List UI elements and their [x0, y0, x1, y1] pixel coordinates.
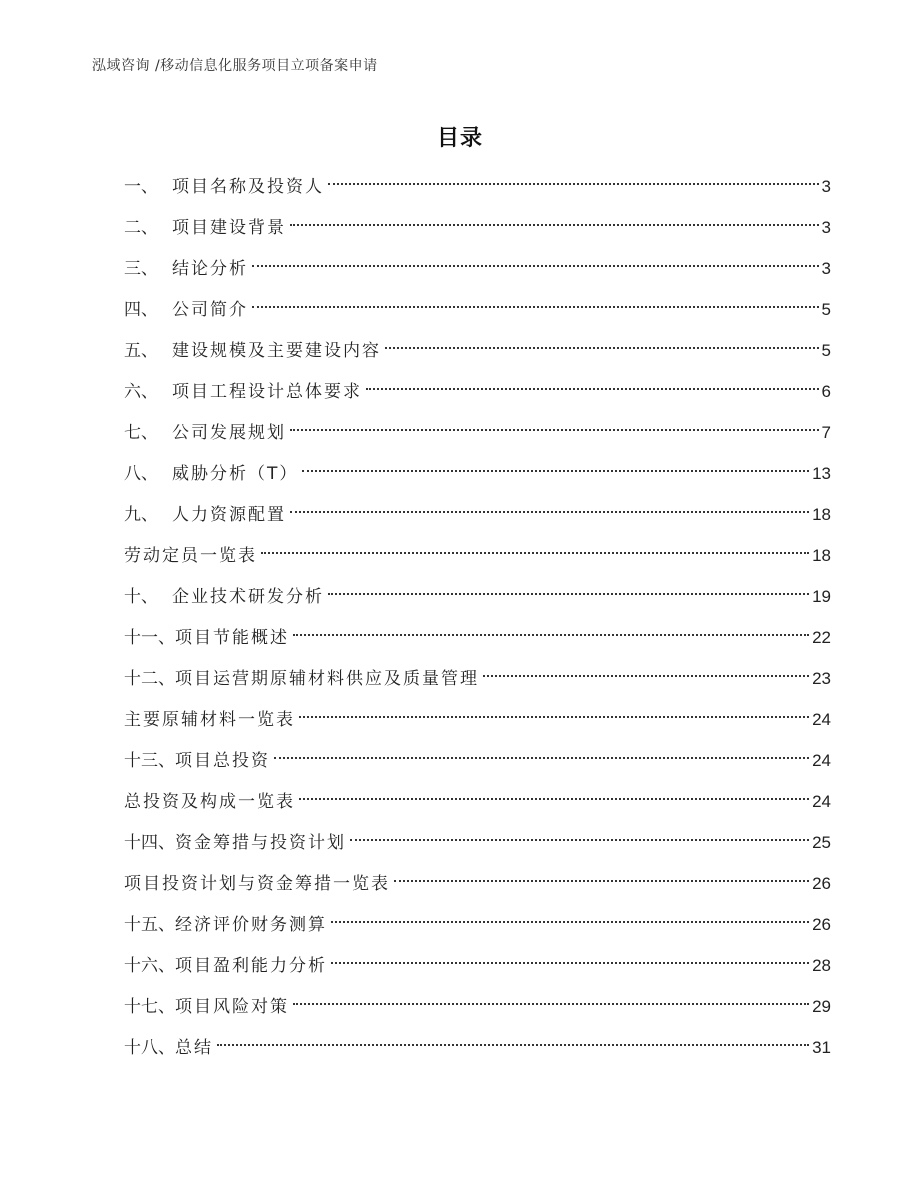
- toc-entry-label: 企业技术研发分析: [172, 587, 324, 607]
- toc-entry-label: 项目工程设计总体要求: [172, 382, 362, 402]
- toc-entry-label: 公司发展规划: [172, 423, 286, 443]
- toc-entry-number: 四、: [124, 300, 158, 320]
- toc-entry[interactable]: [124, 252, 831, 293]
- toc-entry-number: 八、: [124, 464, 158, 484]
- toc-entry-page-number: 31: [812, 1038, 831, 1057]
- toc-entry-page-number: 18: [812, 505, 831, 524]
- table-of-contents: [124, 170, 831, 1072]
- toc-dot-leader: [299, 716, 809, 718]
- toc-dot-leader: [328, 183, 819, 185]
- toc-entry-number: 十七、: [124, 997, 175, 1017]
- toc-dot-leader: [394, 880, 809, 882]
- toc-entry-page-number: 26: [812, 874, 831, 893]
- toc-entry-label: 项目运营期原辅材料供应及质量管理: [175, 669, 479, 689]
- toc-entry-label: 主要原辅材料一览表: [124, 710, 295, 730]
- toc-entry[interactable]: [124, 539, 831, 580]
- toc-dot-leader: [290, 429, 819, 431]
- toc-dot-leader: [331, 962, 809, 964]
- toc-entry-label: 总结: [175, 1038, 213, 1058]
- toc-entry[interactable]: [124, 826, 831, 867]
- page-header: 泓域咨询 /移动信息化服务项目立项备案申请: [92, 58, 378, 74]
- toc-entry[interactable]: [124, 334, 831, 375]
- toc-dot-leader: [328, 593, 809, 595]
- toc-entry-label: 总投资及构成一览表: [124, 792, 295, 812]
- toc-dot-leader: [299, 798, 809, 800]
- toc-entry[interactable]: [124, 170, 831, 211]
- toc-entry-page-number: 7: [821, 423, 831, 442]
- toc-entry-page-number: 23: [812, 669, 831, 688]
- toc-entry-page-number: 3: [821, 218, 831, 237]
- page-title: 目录: [436, 126, 483, 151]
- toc-entry-page-number: 24: [812, 710, 831, 729]
- toc-entry-number: 十三、: [124, 751, 175, 771]
- toc-entry-page-number: 26: [812, 915, 831, 934]
- toc-entry-number: 二、: [124, 218, 158, 238]
- toc-entry-label: 项目节能概述: [175, 628, 289, 648]
- toc-entry[interactable]: [124, 867, 831, 908]
- toc-entry-page-number: 22: [812, 628, 831, 647]
- toc-entry-label: 项目建设背景: [172, 218, 286, 238]
- toc-entry[interactable]: [124, 990, 831, 1031]
- toc-entry-number: 一、: [124, 177, 158, 197]
- toc-entry-number: 九、: [124, 505, 158, 525]
- toc-dot-leader: [252, 265, 819, 267]
- toc-entry-label: 经济评价财务测算: [175, 915, 327, 935]
- toc-entry-page-number: 19: [812, 587, 831, 606]
- toc-entry-page-number: 3: [821, 177, 831, 196]
- toc-entry-page-number: 5: [821, 341, 831, 360]
- toc-entry-label: 项目盈利能力分析: [175, 956, 327, 976]
- toc-entry-number: 十八、: [124, 1038, 175, 1058]
- toc-entry-label: 建设规模及主要建设内容: [172, 341, 381, 361]
- toc-entry[interactable]: [124, 621, 831, 662]
- toc-entry-page-number: 13: [812, 464, 831, 483]
- toc-entry-number: 十四、: [124, 833, 175, 853]
- toc-entry-page-number: 29: [812, 997, 831, 1016]
- toc-entry-page-number: 28: [812, 956, 831, 975]
- toc-entry[interactable]: [124, 457, 831, 498]
- toc-dot-leader: [252, 306, 819, 308]
- toc-dot-leader: [290, 511, 809, 513]
- toc-dot-leader: [261, 552, 809, 554]
- toc-entry[interactable]: [124, 293, 831, 334]
- toc-entry[interactable]: [124, 375, 831, 416]
- toc-entry-page-number: 3: [821, 259, 831, 278]
- toc-entry-label: 人力资源配置: [172, 505, 286, 525]
- toc-entry-page-number: 24: [812, 751, 831, 770]
- toc-entry-page-number: 24: [812, 792, 831, 811]
- toc-dot-leader: [331, 921, 809, 923]
- toc-dot-leader: [293, 634, 809, 636]
- toc-dot-leader: [385, 347, 819, 349]
- toc-entry[interactable]: [124, 703, 831, 744]
- toc-entry[interactable]: [124, 908, 831, 949]
- toc-entry-label: 劳动定员一览表: [124, 546, 257, 566]
- toc-entry-number: 十二、: [124, 669, 175, 689]
- toc-entry[interactable]: [124, 498, 831, 539]
- toc-entry-number: 十五、: [124, 915, 175, 935]
- toc-dot-leader: [350, 839, 809, 841]
- toc-dot-leader: [366, 388, 819, 390]
- toc-entry-label: 项目名称及投资人: [172, 177, 324, 197]
- toc-dot-leader: [302, 470, 809, 472]
- toc-dot-leader: [290, 224, 819, 226]
- toc-entry-number: 十六、: [124, 956, 175, 976]
- toc-entry-label: 资金筹措与投资计划: [175, 833, 346, 853]
- toc-dot-leader: [293, 1003, 809, 1005]
- toc-entry[interactable]: [124, 416, 831, 457]
- toc-entry[interactable]: [124, 662, 831, 703]
- toc-entry-number: 十、: [124, 587, 158, 607]
- toc-entry[interactable]: [124, 1031, 831, 1072]
- toc-dot-leader: [217, 1044, 809, 1046]
- toc-entry-page-number: 18: [812, 546, 831, 565]
- toc-entry-number: 七、: [124, 423, 158, 443]
- toc-entry-number: 三、: [124, 259, 158, 279]
- toc-entry-page-number: 5: [821, 300, 831, 319]
- toc-dot-leader: [483, 675, 809, 677]
- toc-entry-label: 项目风险对策: [175, 997, 289, 1017]
- toc-entry[interactable]: [124, 744, 831, 785]
- toc-entry[interactable]: [124, 785, 831, 826]
- toc-entry-label: 结论分析: [172, 259, 248, 279]
- toc-entry-label: 公司简介: [172, 300, 248, 320]
- toc-entry-label: 项目投资计划与资金筹措一览表: [124, 874, 390, 894]
- toc-entry-page-number: 6: [821, 382, 831, 401]
- toc-entry-label: 威胁分析（T）: [172, 464, 299, 484]
- toc-dot-leader: [274, 757, 809, 759]
- toc-entry-label: 项目总投资: [175, 751, 270, 771]
- toc-entry-number: 五、: [124, 341, 158, 361]
- toc-entry[interactable]: [124, 580, 831, 621]
- toc-entry-number: 十一、: [124, 628, 175, 648]
- toc-entry[interactable]: [124, 949, 831, 990]
- toc-entry[interactable]: [124, 211, 831, 252]
- toc-entry-number: 六、: [124, 382, 158, 402]
- toc-entry-page-number: 25: [812, 833, 831, 852]
